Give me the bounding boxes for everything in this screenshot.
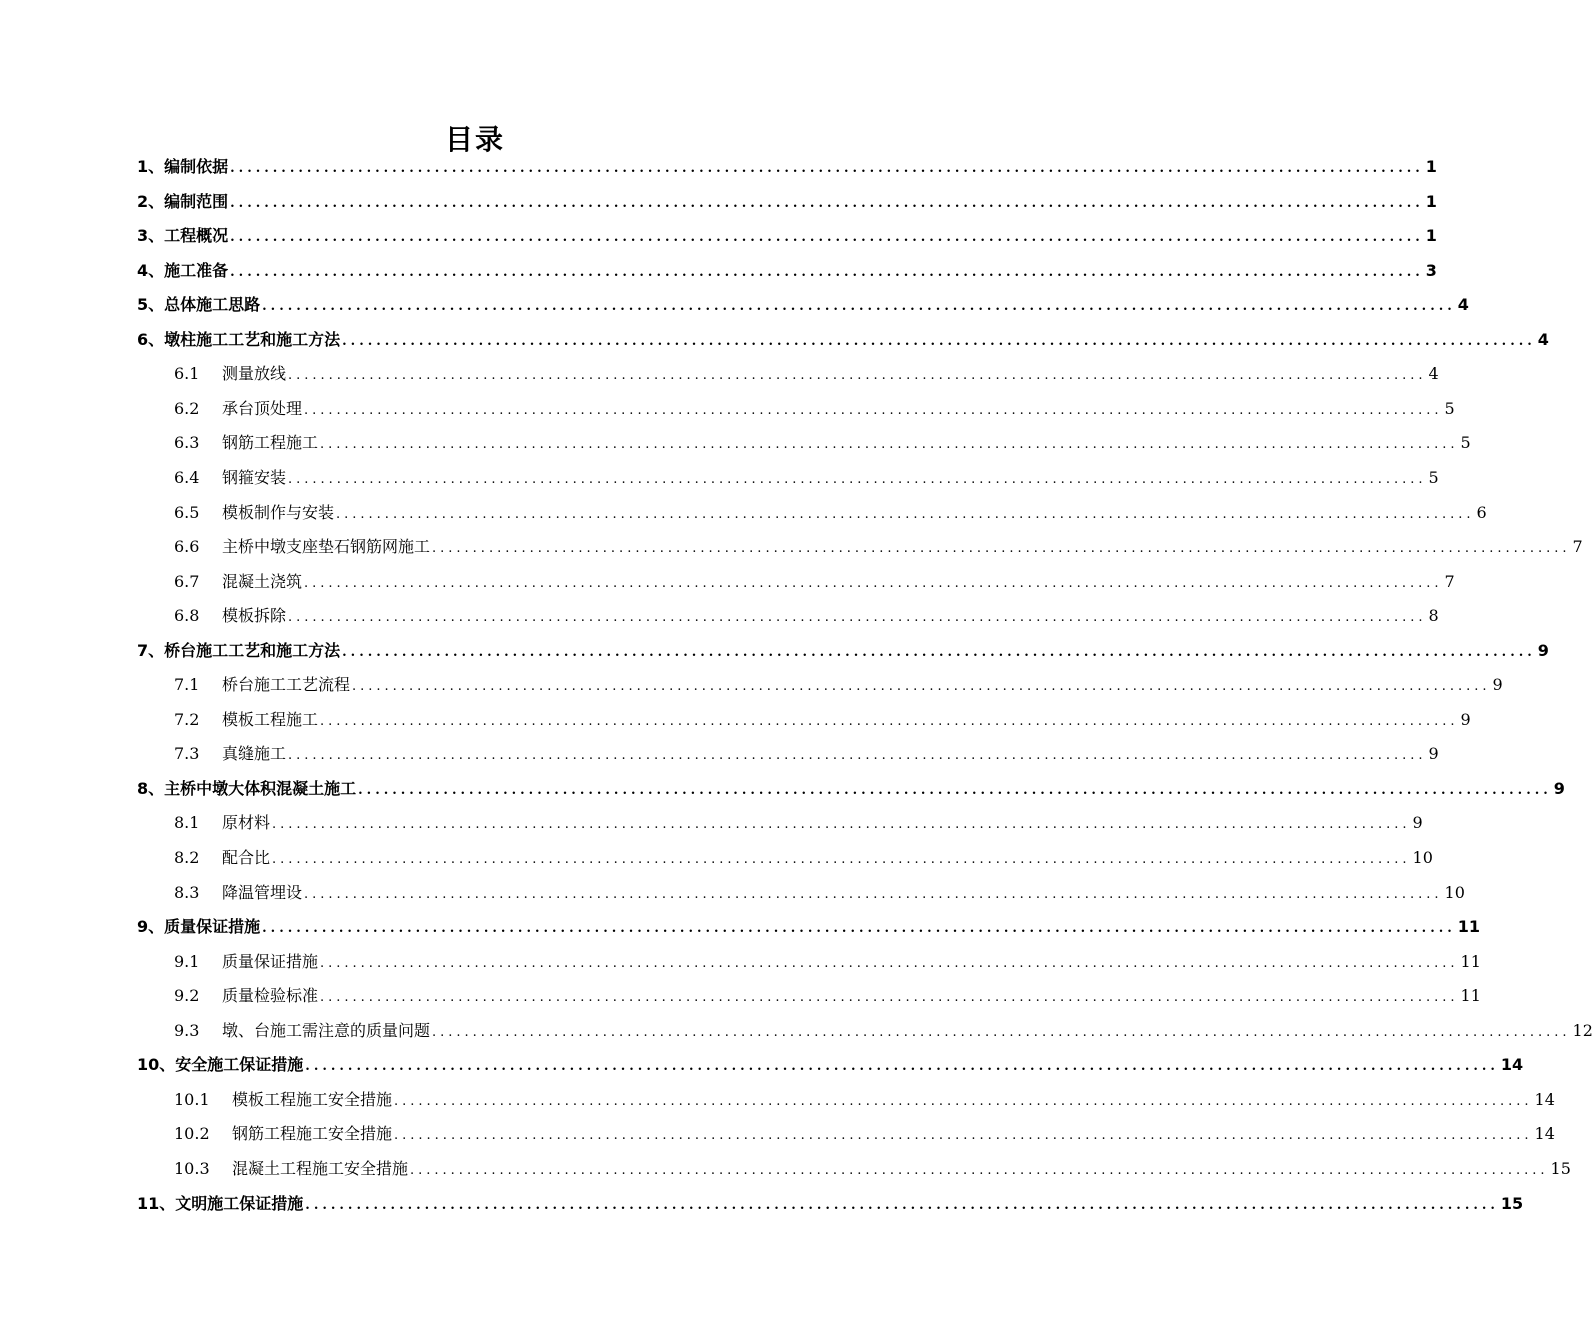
toc-entry-text: 墩、台施工需注意的质量问题 [222,1020,431,1040]
toc-entry[interactable] [0,1052,1524,1076]
toc-leader: ............................................................................................................................................ [305,1059,1499,1075]
toc-entry-number: 4、 [137,260,165,280]
toc-entry-page: 15 [1550,1158,1571,1178]
toc-entry-number: 11、 [137,1193,176,1213]
toc-entry-page: 7 [1444,571,1455,591]
toc-entry-page: 4 [1428,364,1439,384]
toc-entry[interactable] [0,534,1583,558]
toc-entry[interactable] [0,154,1437,178]
toc-entry-text: 钢箍安装 [222,467,287,487]
toc-entry[interactable] [0,741,1439,765]
toc-leader: ............................................................................................................................................ [230,264,1424,280]
toc-entry[interactable] [0,465,1439,489]
toc-entry-page: 9 [1553,778,1565,798]
toc-entry-number: 10.2 [174,1124,210,1144]
toc-entry-page: 1 [1425,191,1437,211]
toc-entry-text: 质量保证措施 [164,917,261,937]
toc-leader: ............................................................................................................................................ [304,886,1443,902]
toc-entry[interactable] [0,845,1433,869]
toc-entry[interactable] [0,983,1481,1007]
toc-entry-page: 14 [1534,1089,1555,1109]
toc-entry-page: 15 [1500,1193,1524,1213]
toc-entry[interactable] [0,500,1487,524]
toc-entry-number: 6.4 [174,467,200,487]
toc-entry[interactable] [0,672,1503,696]
toc-leader: ............................................................................................................................................ [230,230,1424,246]
toc-leader: ............................................................................................................................................ [352,679,1491,695]
toc-entry[interactable] [0,430,1471,454]
toc-entry-text: 模板工程施工 [222,709,319,729]
toc-entry[interactable] [0,569,1455,593]
toc-leader: ............................................................................................................................................ [394,1093,1533,1109]
toc-entry-page: 1 [1425,226,1437,246]
toc-entry-page: 10 [1444,882,1465,902]
toc-entry[interactable] [0,1191,1524,1215]
toc-entry-text: 混凝土浇筑 [222,571,303,591]
toc-entry-text: 模板拆除 [222,606,287,626]
toc-entry-page: 5 [1444,398,1455,418]
toc-leader: ............................................................................................................................................ [262,299,1456,315]
toc-entry-number: 5、 [137,295,165,315]
toc-entry[interactable] [0,880,1465,904]
toc-entry-number: 8.2 [174,848,200,867]
toc-entry[interactable] [0,949,1481,973]
toc-entry[interactable] [0,603,1439,627]
toc-entry-number: 8、 [137,778,165,798]
toc-entry-page: 9 [1412,813,1423,833]
toc-leader: ............................................................................................................................................ [320,713,1459,729]
toc-entry-page: 14 [1500,1055,1524,1075]
toc-entry[interactable] [0,292,1469,316]
toc-entry[interactable] [0,223,1437,247]
toc-leader: ............................................................................................................................................ [288,610,1427,626]
toc-entry-number: 6、 [137,329,165,349]
toc-leader: ............................................................................................................................................ [342,644,1536,660]
toc-leader: ............................................................................................................................................ [262,921,1456,937]
toc-entry-page: 11 [1460,986,1481,1006]
toc-entry[interactable] [0,914,1481,938]
toc-leader: ............................................................................................................................................ [320,990,1459,1006]
toc-leader: ............................................................................................................................................ [320,437,1459,453]
toc-entry-number: 9.3 [174,1020,200,1040]
toc-entry-number: 9、 [137,917,165,937]
toc-entry-text: 桥台施工工艺和施工方法 [164,640,341,660]
toc-entry[interactable] [0,189,1437,213]
toc-entry[interactable] [0,776,1565,800]
toc-entry-number: 7.1 [174,675,200,695]
toc-entry-text: 主桥中墩支座垫石钢筋网施工 [222,537,431,557]
toc-entry[interactable] [0,638,1549,662]
toc-entry-page: 9 [1537,640,1549,660]
toc-entry-text: 模板工程施工安全措施 [232,1089,393,1109]
toc-entry-number: 8.1 [174,813,200,833]
toc-entry-page: 9 [1460,709,1471,729]
toc-entry-number: 1、 [137,157,165,176]
toc-entry-page: 9 [1492,675,1503,695]
toc-entry-text: 编制范围 [164,191,229,211]
toc-entry-number: 7.2 [174,709,200,729]
toc-entry-page: 8 [1428,606,1439,626]
toc-entry-number: 6.3 [174,433,200,453]
toc-entry-number: 2、 [137,191,165,211]
toc-leader: ............................................................................................................................................ [342,333,1536,349]
toc-entry-text: 桥台施工工艺流程 [222,675,351,695]
toc-leader: ............................................................................................................................................ [272,817,1411,833]
toc-entry-number: 6.5 [174,502,200,522]
toc-leader: ............................................................................................................................................ [432,541,1571,557]
toc-leader: ............................................................................................................................................ [394,1128,1533,1144]
toc-entry-number: 9.2 [174,986,200,1006]
toc-entry-page: 11 [1460,951,1481,971]
toc-entry-number: 10.1 [174,1089,210,1109]
toc-entry-number: 6.7 [174,571,200,591]
toc-entry-text: 墩柱施工工艺和施工方法 [164,329,341,349]
toc-leader: ............................................................................................................................................ [358,782,1552,798]
toc-entry-page: 1 [1425,157,1437,176]
toc-entry-text: 配合比 [222,848,271,867]
toc-entry[interactable] [0,810,1423,834]
toc-title: 目录 [444,123,505,156]
toc-leader: ............................................................................................................................................ [336,506,1475,522]
toc-entry-text: 施工准备 [164,260,229,280]
toc-entry-number: 8.3 [174,882,200,902]
toc-entry-number: 3、 [137,226,165,246]
toc-entry-text: 降温管埋设 [222,882,303,902]
toc-entry-text: 承台顶处理 [222,398,303,418]
toc-entry-page: 3 [1425,260,1437,280]
toc-entry[interactable] [0,258,1437,282]
toc-entry-text: 真缝施工 [222,744,287,764]
toc-entry[interactable] [0,327,1549,351]
toc-leader: ............................................................................................................................................ [272,852,1411,867]
toc-entry-text: 安全施工保证措施 [175,1055,304,1075]
toc-leader: ............................................................................................................................................ [230,195,1424,211]
toc-entry[interactable] [0,1156,1571,1180]
toc-leader: ............................................................................................................................................ [288,748,1427,764]
toc-entry-number: 7.3 [174,744,200,764]
toc-entry-page: 7 [1572,537,1583,557]
toc-leader: ............................................................................................................................................ [305,1197,1499,1213]
toc-entry-page: 9 [1428,744,1439,764]
toc-entry-page: 12 [1572,1020,1593,1040]
toc-leader: ............................................................................................................................................ [304,575,1443,591]
toc-leader: ............................................................................................................................................ [288,471,1427,487]
toc-entry-number: 9.1 [174,951,200,971]
toc-entry-page: 4 [1457,295,1469,315]
toc-leader: ............................................................................................................................................ [288,368,1427,384]
toc-entry[interactable] [0,707,1471,731]
toc-entry[interactable] [0,1087,1555,1111]
toc-entry-number: 6.1 [174,364,200,384]
toc-leader: ............................................................................................................................................ [304,402,1443,418]
toc-entry-number: 6.2 [174,398,200,418]
toc-entry-text: 主桥中墩大体积混凝土施工 [164,778,357,798]
toc-entry-text: 测量放线 [222,364,287,384]
toc-entry-number: 10.3 [174,1158,210,1178]
toc-entry-text: 总体施工思路 [164,295,261,315]
toc-entry-page: 4 [1537,329,1549,349]
toc-leader: ............................................................................................................................................ [410,1162,1549,1178]
toc-entry-text: 质量检验标准 [222,986,319,1006]
toc-entry-text: 钢筋工程施工 [222,433,319,453]
toc-entry-text: 文明施工保证措施 [175,1193,304,1213]
toc-entry[interactable] [0,1018,1593,1042]
toc-entry-page: 5 [1460,433,1471,453]
toc-entry-text: 工程概况 [164,226,229,246]
toc-entry-number: 6.6 [174,537,200,557]
toc-entry-number: 6.8 [174,606,200,626]
toc-entry-text: 模板制作与安装 [222,502,335,522]
toc-entry-page: 14 [1534,1124,1555,1144]
toc-entry-page: 10 [1412,848,1433,867]
toc-entry-page: 6 [1476,502,1487,522]
toc-leader: ............................................................................................................................................ [320,955,1459,971]
toc-entry[interactable] [0,361,1439,385]
toc-leader: ............................................................................................................................................ [432,1024,1571,1040]
toc-entry-page: 11 [1457,917,1481,937]
toc-entry-text: 混凝土工程施工安全措施 [232,1158,409,1178]
toc-entry-text: 质量保证措施 [222,951,319,971]
toc-entry-number: 7、 [137,640,165,660]
toc-entry[interactable] [0,396,1455,420]
toc-entry-text: 原材料 [222,813,271,833]
toc-entry-page: 5 [1428,467,1439,487]
toc-entry-text: 编制依据 [164,157,229,176]
toc-entry-text: 钢筋工程施工安全措施 [232,1124,393,1144]
toc-entry-number: 10、 [137,1055,176,1075]
toc-entry[interactable] [0,1121,1555,1145]
toc-leader: ............................................................................................................................................ [230,161,1424,176]
